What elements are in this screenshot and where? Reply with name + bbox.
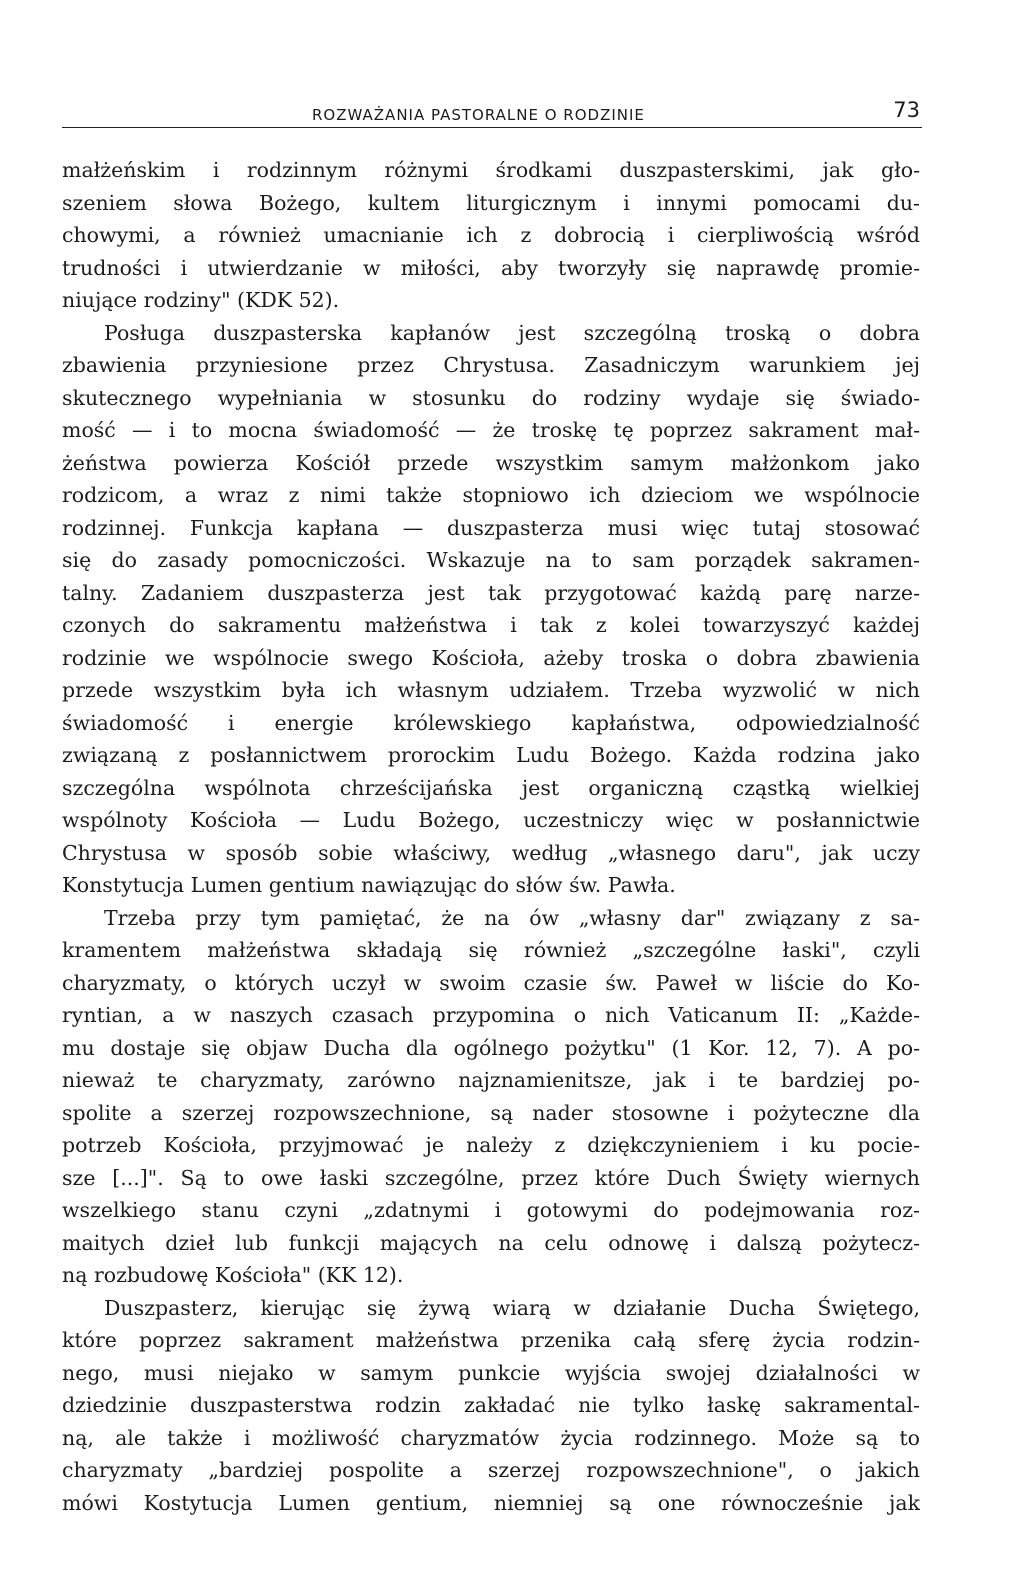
text-line: Chrystusa w sposób sobie właściwy, według „własnego daru", jak uczy <box>62 840 920 865</box>
text-line: małżeńskim i rodzinnym różnymi środkami duszpasterskimi, jak gło- <box>62 158 920 182</box>
running-title: ROZWAŻANIA PASTORALNE O RODZINIE <box>312 106 645 124</box>
text-line: ną, ale także i możliwość charyzmatów życia rodzinnego. Może są to <box>62 1425 920 1450</box>
text-line: ną rozbudowę Kościoła" (KK 12). <box>62 1263 404 1287</box>
text-line: Posługa duszpasterska kapłanów jest szczególną troską o dobra <box>104 320 920 345</box>
text-line: szczególna wspólnota chrześcijańska jest organiczną cząstką wielkiej <box>62 775 920 800</box>
text-line: nego, musi niejako w samym punkcie wyjścia swojej działalności w <box>62 1360 920 1385</box>
text-line: czonych do sakramentu małżeństwa i tak z kolei towarzyszyć każdej <box>62 613 920 637</box>
text-line: które poprzez sakrament małżeństwa przenika całą sferę życia rodzin- <box>62 1328 920 1352</box>
text-line: świadomość i energie królewskiego kapłaństwa, odpowiedzialność <box>62 710 920 735</box>
page-header <box>62 96 922 128</box>
text-line: maitych dzieł lub funkcji mających na celu odnowę i dalszą pożytecz- <box>62 1230 920 1255</box>
page-number: 73 <box>893 98 920 122</box>
text-line: rodzinnej. Funkcja kapłana — duszpasterza musi więc tutaj stosować <box>62 515 920 540</box>
text-line: dziedzinie duszpasterstwa rodzin zakładać nie tylko łaskę sakramental- <box>62 1393 920 1417</box>
text-line: rodzicom, a wraz z nimi także stopniowo ich dzieciom we wspólnocie <box>62 483 920 507</box>
text-line: rodzinie we wspólnocie swego Kościoła, ażeby troska o dobra zbawienia <box>62 645 920 670</box>
text-line: talny. Zadaniem duszpasterza jest tak przygotować każdą parę narze- <box>62 580 920 605</box>
text-line: charyzmaty „bardziej pospolite a szerzej rozpowszechnione", o jakich <box>62 1458 920 1482</box>
text-line: niujące rodziny" (KDK 52). <box>62 288 340 312</box>
text-line: trudności i utwierdzanie w miłości, aby tworzyły się naprawdę promie- <box>62 255 920 280</box>
text-line: żeństwa powierza Kościół przede wszystkim samym małżonkom jako <box>62 450 920 475</box>
text-line: spolite a szerzej rozpowszechnione, są nader stosowne i pożyteczne dla <box>62 1100 920 1125</box>
text-line: nieważ te charyzmaty, zarówno najznamienitsze, jak i te bardziej po- <box>62 1068 920 1092</box>
text-line: kramentem małżeństwa składają się również „szczególne łaski", czyli <box>62 938 920 962</box>
text-line: mu dostaje się objaw Ducha dla ogólnego pożytku" (1 Kor. 12, 7). A po- <box>62 1035 920 1060</box>
text-line: potrzeb Kościoła, przyjmować je należy z dziękczynieniem i ku pocie- <box>62 1133 920 1157</box>
text-line: chowymi, a również umacnianie ich z dobrocią i cierpliwością wśród <box>62 223 920 247</box>
text-line: charyzmaty, o których uczył w swoim czasie św. Paweł w liście do Ko- <box>62 970 920 995</box>
text-line: zbawienia przyniesione przez Chrystusa. Zasadniczym warunkiem jej <box>62 353 920 377</box>
text-line: się do zasady pomocniczości. Wskazuje na to sam porządek sakramen- <box>62 548 920 572</box>
text-line: wspólnoty Kościoła — Ludu Bożego, uczestniczy więc w posłannictwie <box>62 808 920 832</box>
text-line: sze [...]". Są to owe łaski szczególne, przez które Duch Święty wiernych <box>62 1165 920 1190</box>
text-line: przede wszystkim była ich własnym udziałem. Trzeba wyzwolić w nich <box>62 678 920 702</box>
text-line: wszelkiego stanu czyni „zdatnymi i gotowymi do podejmowania roz- <box>62 1198 920 1222</box>
header-rule <box>62 127 922 128</box>
text-line: mość — i to mocna świadomość — że troskę tę poprzez sakrament mał- <box>62 418 920 442</box>
text-line: ryntian, a w naszych czasach przypomina o nich Vaticanum II: „Każde- <box>62 1003 920 1027</box>
text-line: związaną z posłannictwem prorockim Ludu Bożego. Każda rodzina jako <box>62 743 920 767</box>
text-line: skutecznego wypełniania w stosunku do rodziny wydaje się świado- <box>62 385 920 410</box>
text-line: mówi Kostytucja Lumen gentium, niemniej są one równocześnie jak <box>62 1490 920 1515</box>
text-line: szeniem słowa Bożego, kultem liturgicznym i innymi pomocami du- <box>62 190 920 215</box>
text-line: Duszpasterz, kierując się żywą wiarą w działanie Ducha Świętego, <box>104 1295 920 1320</box>
body-text <box>62 154 920 1519</box>
text-line: Konstytucja Lumen gentium nawiązując do słów św. Pawła. <box>62 873 676 897</box>
text-line: Trzeba przy tym pamiętać, że na ów „własny dar" związany z sa- <box>104 905 920 930</box>
